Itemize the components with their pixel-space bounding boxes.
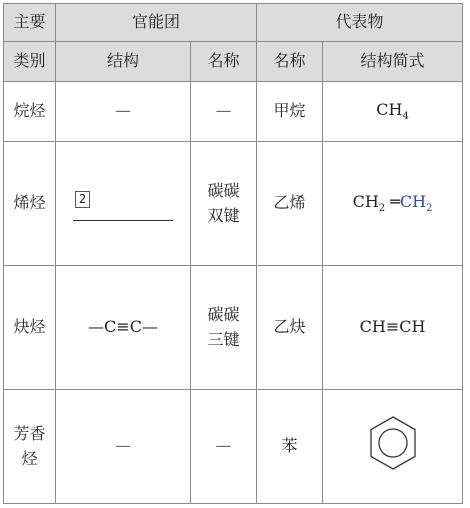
table-row [4, 82, 463, 142]
fg-name-cell [191, 266, 257, 390]
double-bond-symbol: ═ [385, 192, 400, 212]
header-name: 名称 [191, 42, 257, 82]
rep-name-cell: 乙炔 [257, 266, 323, 390]
blank-number-badge: 2 [75, 191, 90, 208]
formula-sub-a: 2 [378, 203, 386, 215]
formula-cell [323, 82, 463, 142]
fg-name-line-1: 碳碳 [207, 304, 240, 324]
category-cell: 烯烃 [4, 142, 56, 266]
category-line-1: 芳香 [13, 423, 46, 443]
fg-name-cell: — [191, 390, 257, 504]
header-main-category: 主要 [4, 4, 56, 42]
rep-name-cell: 苯 [257, 390, 323, 504]
formula-part-a: CH [352, 192, 379, 212]
structure-cell: —C≡C— [56, 266, 191, 390]
fg-name-line-2: 三键 [207, 329, 240, 349]
header-row-2 [4, 42, 463, 82]
header-structure: 结构 [56, 42, 191, 82]
fg-name-line-1: 碳碳 [207, 180, 240, 200]
structure-cell: — [56, 390, 191, 504]
category-cell: 烷烃 [4, 82, 56, 142]
formula-cell: CH≡CH [323, 266, 463, 390]
formula-text: CH [376, 100, 403, 120]
answer-blank[interactable] [73, 186, 173, 222]
header-row-1 [4, 4, 463, 42]
formula-cell [323, 142, 463, 266]
table-row [4, 266, 463, 390]
rep-name-cell: 乙烯 [257, 142, 323, 266]
formula-sub-b: 2 [426, 203, 433, 215]
category-line-2: 烃 [21, 448, 38, 468]
fg-name-cell: — [191, 82, 257, 142]
header-functional-group: 官能团 [56, 4, 257, 42]
header-structural-formula: 结构简式 [323, 42, 463, 82]
category-cell: 炔烃 [4, 266, 56, 390]
functional-group-table [3, 3, 463, 504]
formula-cell [323, 390, 463, 504]
table-row [4, 390, 463, 504]
header-rep-name: 名称 [257, 42, 323, 82]
fg-name-line-2: 双键 [207, 205, 240, 225]
fg-name-cell [191, 142, 257, 266]
header-category: 类别 [4, 42, 56, 82]
rep-name-cell: 甲烷 [257, 82, 323, 142]
benzene-ring-icon [365, 413, 421, 473]
structure-cell [56, 142, 191, 266]
header-representative: 代表物 [257, 4, 463, 42]
table-row [4, 142, 463, 266]
formula-subscript: 4 [402, 111, 409, 123]
structure-cell: — [56, 82, 191, 142]
formula-part-b: CH [399, 192, 427, 212]
category-cell [4, 390, 56, 504]
functional-group-table-wrapper [3, 3, 463, 504]
